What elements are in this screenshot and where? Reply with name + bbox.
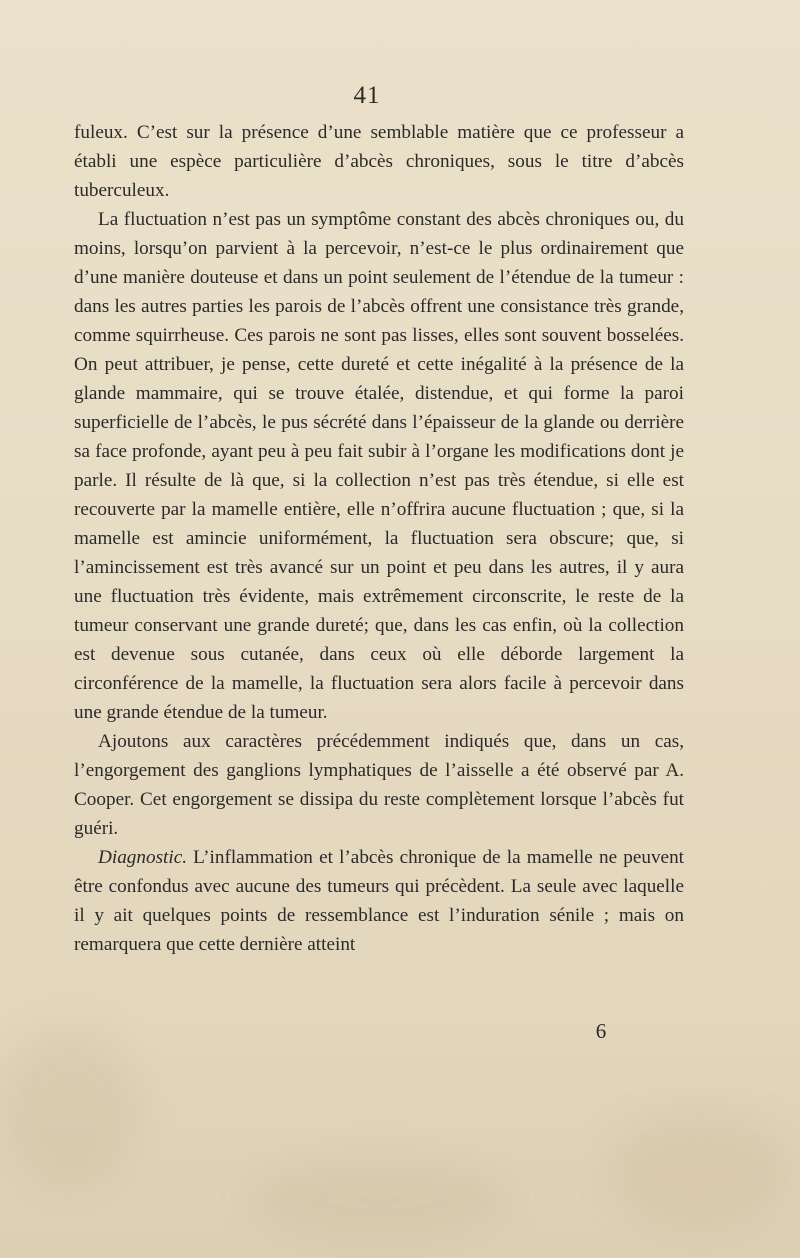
paper-stain xyxy=(610,1110,790,1230)
page-number: 41 xyxy=(353,82,381,109)
paragraph: fuleux. C’est sur la présence d’une semblable matière que ce professeur a établi une espèce particulière d’abcès chroniques, sous le titre d’abcès tuberculeux. xyxy=(74,122,684,201)
paragraph-text: L’inflammation et l’abcès chronique de la mamelle ne peuvent être confondus avec aucune des tumeurs qui précèdent. La seule avec laquelle il y ait quelques points de ressemblance est l’induration sénile ; mais on remarquera que cette dernière atteint xyxy=(74,847,684,955)
paragraph xyxy=(74,843,684,959)
paragraph: La fluctuation n’est pas un symptôme constant des abcès chroniques ou, du moins, lorsqu’on parvient à la percevoir, n’est-ce le plus ordinairement que d’une manière douteuse et dans un point seulement de l’étendue de la tumeur : dans les autres parties les parois de l’abcès offrent une consistance très grande, comme squirrheuse. Ces parois ne sont pas lisses, elles sont souvent bosselées. On peut attribuer, je pense, cette dureté et cette inégalité à la présence de la glande mammaire, qui se trouve étalée, distendue, et qui forme la paroi superficielle de l’abcès, le pus sécrété dans l’épaisseur de la glande ou derrière sa face profonde, ayant peu à peu fait subir à l’organe les modifications dont je parle. Il résulte de là que, si la collection n’est pas très étendue, si elle est recouverte par la mamelle entière, elle n’offrira aucune fluctuation ; que, si la mamelle est amincie uniformément, la fluctuation sera obscure; que, si l’amincissement est très avancé sur un point et peu dans les autres, il y aura une fluctuation très évidente, mais extrêmement circonscrite, le reste de la tumeur conservant une grande dureté; que, dans les cas enfin, où la collection est devenue sous cutanée, dans ceux où elle déborde largement la circonférence de la mamelle, la fluctuation sera alors facile à percevoir dans une grande étendue de la tumeur. xyxy=(74,209,684,723)
paragraph: Ajoutons aux caractères précédemment indiqués que, dans un cas, l’engorgement des ganglions lymphatiques de l’aisselle a été observé par A. Cooper. Cet engorgement se dissipa du reste complètement lorsque l’abcès fut guéri. xyxy=(74,731,684,839)
body-text xyxy=(74,118,684,959)
section-heading: Diagnostic. xyxy=(98,847,188,868)
paper-stain xyxy=(0,1030,140,1190)
paper-stain xyxy=(250,1160,510,1240)
signature-mark: 6 xyxy=(595,1019,607,1043)
